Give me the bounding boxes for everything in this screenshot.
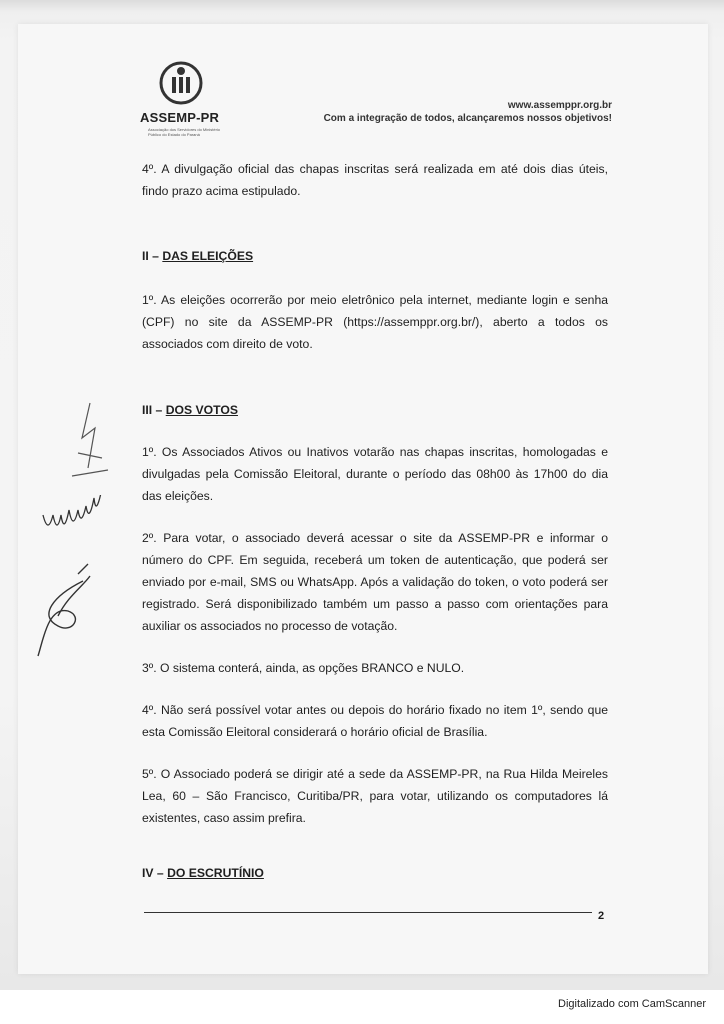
section-title-votos bbox=[142, 399, 608, 421]
paragraph-votos-2: 2º. Para votar, o associado deverá acessar o site da ASSEMP-PR e informar o número do CPF. Em seguida, receberá um token de autenticação, que poderá ser enviado por e-mail, SMS ou WhatsApp. Após a validação do token, o voto poderá ser registrado. Será disponibilizado também um passo a passo com orientações para auxiliar os associados no processo de votação. bbox=[142, 531, 608, 633]
section-prefix: II – bbox=[142, 249, 163, 263]
document-body bbox=[142, 158, 608, 884]
section-title-text: DAS ELEIÇÕES bbox=[162, 249, 254, 263]
paragraph-eleicoes-1: 1º. As eleições ocorrerão por meio eletrônico pela internet, mediante login e senha (CPF) no site da ASSEMP-PR (https://assemppr.org.br/), aberto a todos os associados com direito de voto. bbox=[142, 293, 608, 351]
paragraph-votos-1: 1º. Os Associados Ativos ou Inativos votarão nas chapas inscritas, homologadas e divulgadas pela Comissão Eleitoral, durante o período das 08h00 às 17h00 do dia das eleições. bbox=[142, 445, 608, 503]
assemp-emblem-icon bbox=[158, 60, 204, 106]
footer-rule bbox=[144, 912, 592, 913]
section-prefix: IV – bbox=[142, 866, 168, 880]
section-prefix: III – bbox=[142, 403, 166, 417]
paragraph-votos-5: 5º. O Associado poderá se dirigir até a sede da ASSEMP-PR, na Rua Hilda Meireles Lea, 60 – São Francisco, Curitiba/PR, para votar, utilizando os computadores lá existentes, caso assim prefira. bbox=[142, 767, 608, 825]
handwritten-signature-3 bbox=[28, 556, 108, 666]
paragraph-votos-4: 4º. Não será possível votar antes ou depois do horário fixado no item 1º, sendo que esta Comissão Eleitoral considerará o horário oficial de Brasília. bbox=[142, 703, 608, 739]
handwritten-initial-1 bbox=[60, 398, 120, 488]
section-title-eleicoes bbox=[142, 245, 608, 267]
camscanner-watermark: Digitalizado com CamScanner bbox=[558, 998, 706, 1010]
assemp-logo bbox=[140, 60, 240, 140]
handwritten-rubric-2 bbox=[38, 495, 118, 545]
section-title-escrutinio bbox=[142, 862, 608, 884]
header-slogan: Com a integração de todos, alcançaremos nossos objetivos! bbox=[323, 113, 612, 124]
paragraph-intro: 4º. A divulgação oficial das chapas inscritas será realizada em até dois dias úteis, findo prazo acima estipulado. bbox=[142, 162, 608, 198]
header-url: www.assemppr.org.br bbox=[507, 100, 612, 111]
page-number: 2 bbox=[598, 910, 605, 922]
logo-subtitle: Associação dos Servidores do Ministério Público do Estado do Paraná bbox=[148, 127, 221, 137]
section-title-text: DOS VOTOS bbox=[165, 403, 238, 417]
header-info bbox=[324, 100, 612, 124]
paragraph-votos-3: 3º. O sistema conterá, ainda, as opções BRANCO e NULO. bbox=[142, 661, 465, 675]
section-title-text: DO ESCRUTÍNIO bbox=[167, 866, 264, 880]
logo-name: ASSEMP-PR bbox=[140, 110, 220, 125]
